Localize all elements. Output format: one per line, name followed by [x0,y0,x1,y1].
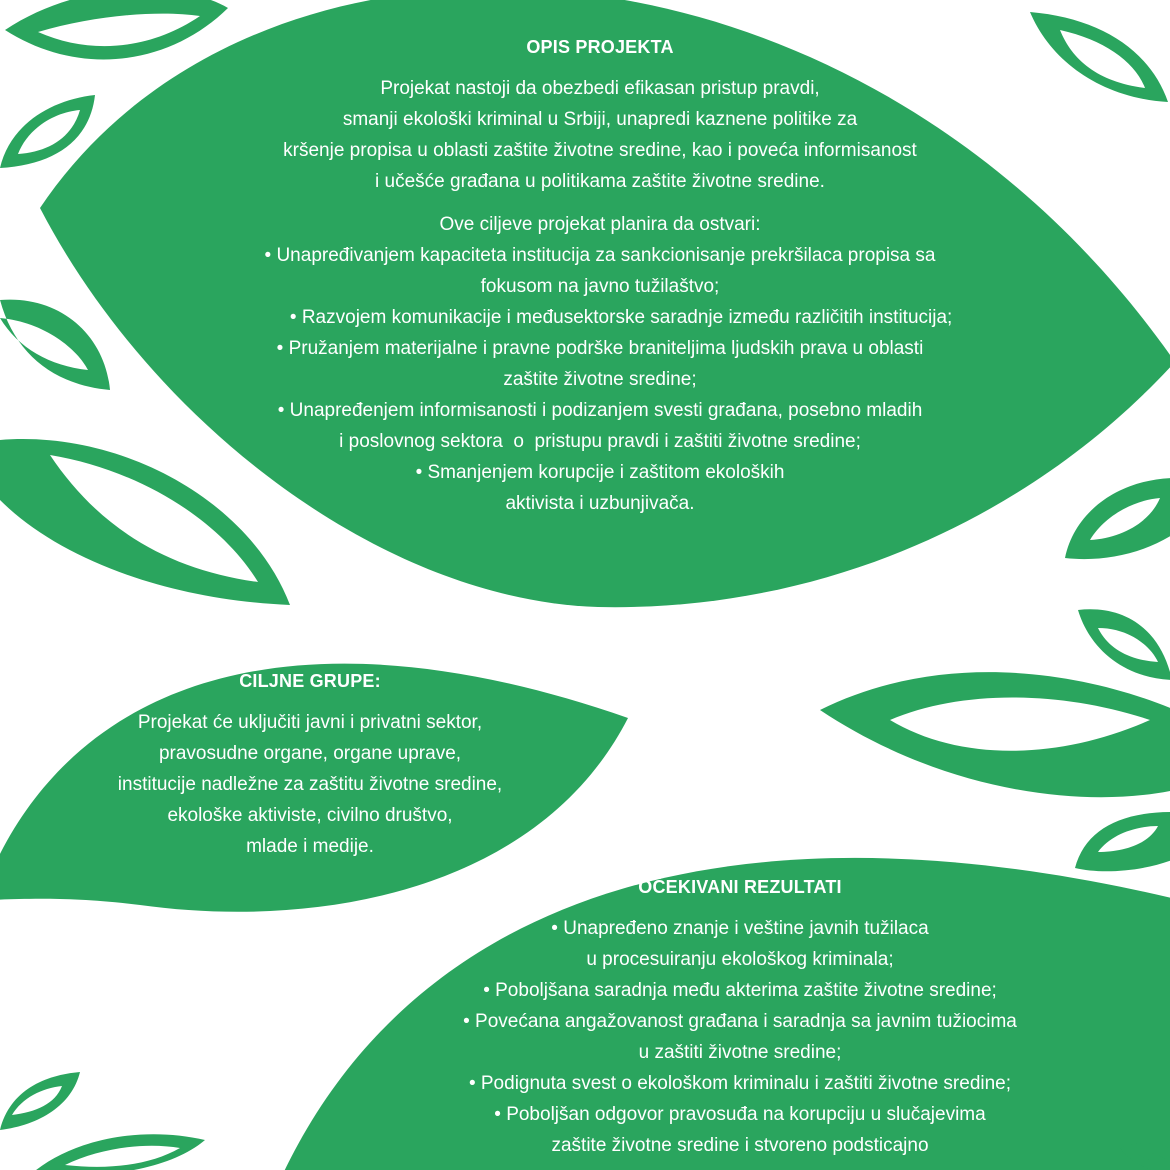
ocekivani-rezultati-title: OČEKIVANI REZULTATI [638,877,842,897]
opis-goal-line: fokusom na javno tužilaštvo; [480,276,720,297]
ocekivani-line: • Unapređeno znanje i veštine javnih tužilaca [551,918,929,939]
leaf-outline-bottom-left [0,1072,80,1130]
leaf-outline-mid-right [1065,478,1170,559]
ciljne-line: ekološke aktiviste, civilno društvo, [167,805,453,826]
ocekivani-line: u procesuiranju ekološkog kriminala; [586,949,894,970]
opis-intro-line: i učešće građana u politikama zaštite životne sredine. [375,171,825,192]
opis-projekta-section [150,32,1050,519]
leaf-outline-right-small-lower [1075,812,1170,871]
ocekivani-line: • Podignuta svest o ekološkom kriminalu i zaštiti životne sredine; [468,1073,1012,1094]
ocekivani-line: • Poboljšana saradnja među akterima zaštite životne sredine; [483,980,997,1001]
ocekivani-line: u zaštiti životne sredine; [638,1042,842,1063]
leaf-outline-right-small-upper [1078,609,1170,680]
ciljne-line: institucije nadležne za zaštitu životne sredine, [117,774,503,795]
ocekivani-line: • Povećana angažovanost građana i saradnja sa javnim tužiocima [463,1011,1017,1032]
opis-goal-line: • Smanjenjem korupcije i zaštitom ekoloških [415,462,785,483]
ciljne-grupe-title: CILJNE GRUPE: [239,671,381,691]
ciljne-line: Projekat će uključiti javni i privatni sektor, [137,712,483,733]
opis-intro-line: Projekat nastoji da obezbedi efikasan pristup pravdi, [380,78,820,99]
opis-goal-line: • Razvojem komunikacije i međusektorske saradnje između različitih institucija; [247,307,953,328]
opis-goal-line: • Unapređivanjem kapaciteta institucija za sankcionisanje prekršilaca propisa sa [264,245,936,266]
opis-goal-line: zaštite životne sredine; [503,369,697,390]
opis-intro-line: kršenje propisa u oblasti zaštite životne sredine, kao i poveća informisanost [283,140,917,161]
leaf-outline-mid-left [0,300,110,390]
opis-projekta-title: OPIS PROJEKTA [526,37,674,57]
ocekivani-rezultati-section [380,872,1100,1161]
ciljne-grupe-section [40,666,580,862]
ciljne-line: mlade i medije. [246,836,374,857]
opis-intro-line: smanji ekološki kriminal u Srbiji, unapredi kaznene politike za [342,109,858,130]
leaf-outline-top-right [1030,12,1168,102]
ocekivani-line: • Poboljšan odgovor pravosuđa na korupciju u slučajevima [494,1104,986,1125]
leaf-outline-bottom-left-2 [30,1134,205,1170]
opis-goal-line: i poslovnog sektora o pristupu pravdi i zaštiti životne sredine; [339,431,861,452]
opis-goal-line: • Unapređenjem informisanosti i podizanjem svesti građana, posebno mladih [277,400,923,421]
ocekivani-line: zaštite životne sredine i stvoreno podsticajno [551,1135,929,1156]
opis-goal-line: • Pružanjem materijalne i pravne podrške braniteljima ljudskih prava u oblasti [276,338,924,359]
ciljne-line: pravosudne organe, organe uprave, [158,743,462,764]
leaf-outline-right-large [820,672,1170,797]
opis-goal-line: aktivista i uzbunjivača. [505,493,695,514]
opis-goals-intro: Ove ciljeve projekat planira da ostvari: [439,214,761,235]
